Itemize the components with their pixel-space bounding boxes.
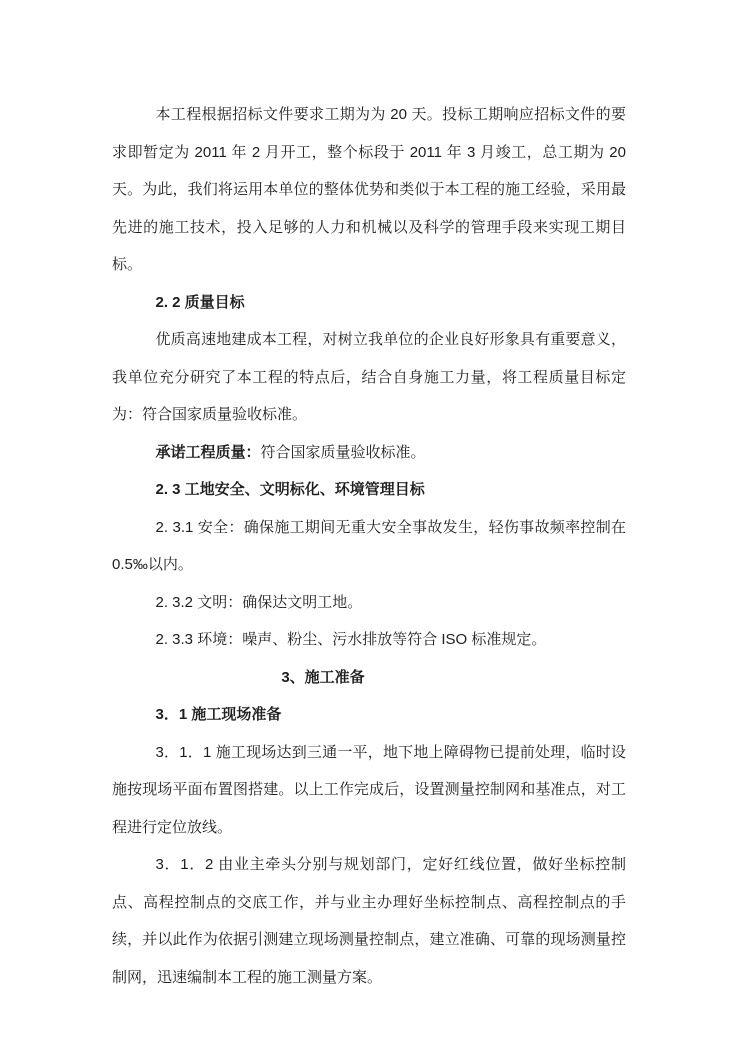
paragraph-3-1-1-site-preparation: 3．1．1 施工现场达到三通一平，地下地上障碍物已提前处理，临时设施按现场平面布置图搭建。以上工作完成后，设置测量控制网和基准点，对工程进行定位放线。 — [112, 743, 626, 836]
document-text-block — [112, 96, 626, 996]
quality-commitment-lead: 承诺工程质量： — [155, 443, 261, 461]
paragraph-quality-commitment — [112, 434, 626, 472]
heading-2-3-site-safety: 2. 3 工地安全、文明标化、环境管理目标 — [155, 481, 425, 498]
paragraph-2-3-3-environment: 2. 3.3 环境：噪声、粉尘、污水排放等符合 ISO 标准规定。 — [155, 631, 547, 648]
paragraph-2-3-2-civilized: 2. 3.2 文明：确保达文明工地。 — [155, 593, 363, 611]
heading-3-1-site-preparation: 3．1 施工现场准备 — [155, 706, 282, 723]
heading-3-construction-preparation: 3、施工准备 — [281, 668, 365, 686]
quality-commitment-rest: 符合国家质量验收标准。 — [260, 443, 426, 461]
paragraph-3-1-2-survey-control: 3．1．2 由业主牵头分别与规划部门，定好红线位置，做好坐标控制点、高程控制点的交底工作，并与业主办理好坐标控制点、高程控制点的手续，并以此作为依据引测建立现场测量控制点，建立准确、可靠的现场测量控制网，迅速编制本工程的施工测量方案。 — [112, 856, 626, 986]
paragraph-quality-target-body: 优质高速地建成本工程，对树立我单位的企业良好形象具有重要意义，我单位充分研究了本工程的特点后，结合自身施工力量，将工程质量目标定为：符合国家质量验收标准。 — [112, 331, 626, 423]
paragraph-2-3-1-safety: 2. 3.1 安全：确保施工期间无重大安全事故发生，轻伤事故频率控制在0.5‰以内。 — [112, 518, 626, 573]
heading-2-2-quality-target: 2. 2 质量目标 — [155, 293, 245, 311]
paragraph-construction-duration: 本工程根据招标文件要求工期为为 20 天。投标工期响应招标文件的要求即暂定为 2011 年 2 月开工，整个标段于 2011 年 3 月竣工，总工期为 20 天。为此，我们将运用本单位的整体优势和类似于本工程的施工经验，采用最先进的施工技术，投入足够的人力和机械以及科学的管理手段来实现工期目标。 — [112, 106, 626, 273]
